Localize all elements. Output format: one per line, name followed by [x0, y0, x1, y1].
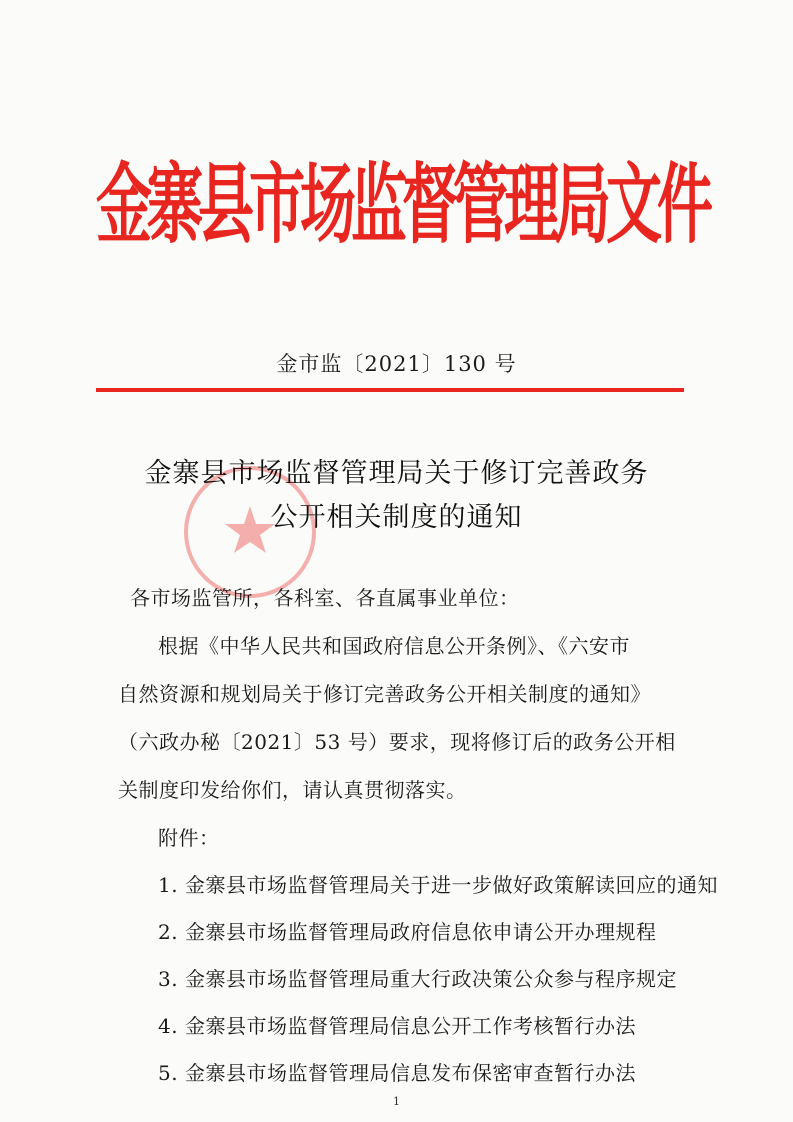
notice-title-line-1: 金寨县市场监督管理局关于修订完善政务 — [144, 458, 649, 489]
attachment-item: 2. 金寨县市场监督管理局政府信息依申请公开办理规程 — [158, 920, 657, 944]
notice-title-line-2: 公开相关制度的通知 — [270, 502, 523, 533]
red-divider-line — [96, 388, 684, 392]
attachment-item: 5. 金寨县市场监督管理局信息发布保密审查暂行办法 — [158, 1061, 636, 1085]
attachment-item: 3. 金寨县市场监督管理局重大行政决策公众参与程序规定 — [158, 967, 677, 991]
attachment-item: 4. 金寨县市场监督管理局信息公开工作考核暂行办法 — [158, 1014, 636, 1038]
page-number: 1 — [393, 1095, 400, 1108]
document-number: 金市监〔2021〕130 号 — [276, 352, 517, 376]
paragraph-line: （六政办秘〔2021〕53 号）要求，现将修订后的政务公开相 — [118, 730, 676, 754]
paragraph-line: 根据《中华人民共和国政府信息公开条例》、《六安市 — [158, 634, 630, 658]
paragraph-line: 关制度印发给你们，请认真贯彻落实。 — [118, 778, 467, 802]
salutation: 各市场监管所，各科室、各直属事业单位： — [130, 586, 520, 610]
paragraph-line: 自然资源和规划局关于修订完善政务公开相关制度的通知》 — [118, 682, 651, 706]
issuer-title: 金寨县市场监督管理局文件 — [96, 155, 708, 257]
attachments-label: 附件： — [158, 826, 220, 850]
attachment-item: 1. 金寨县市场监督管理局关于进一步做好政策解读回应的通知 — [158, 873, 718, 897]
